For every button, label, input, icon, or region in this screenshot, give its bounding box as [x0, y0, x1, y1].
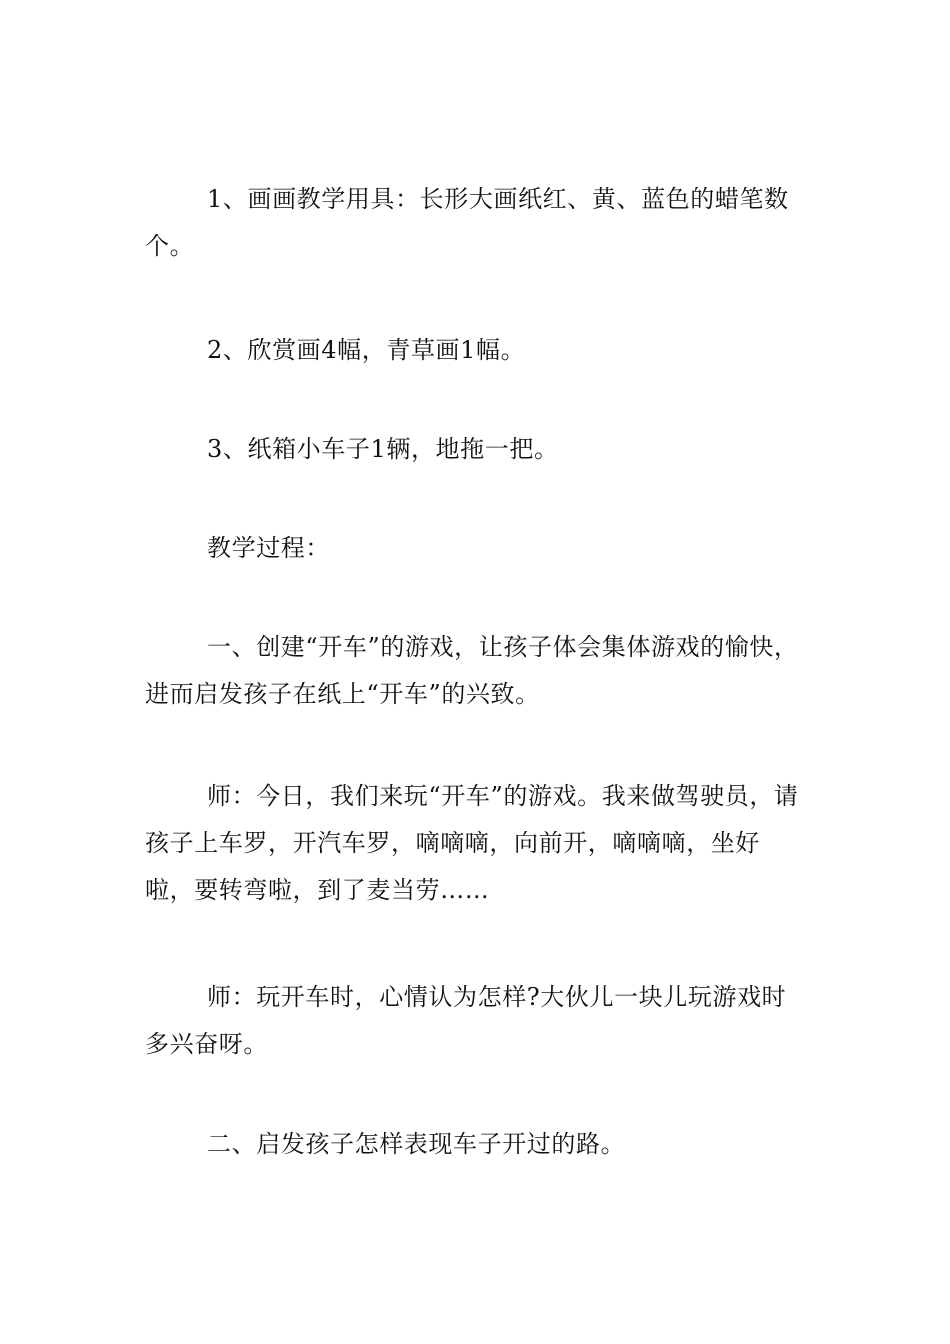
section-heading-teaching-process: 教学过程：: [207, 534, 330, 562]
paragraph-step-one: 一、创建“开车”的游戏，让孩子体会集体游戏的愉快，进而启发孩子在纸上“开车”的兴致。: [145, 633, 799, 708]
paragraph-materials-3: 3、纸箱小车子1辆，地拖一把。: [207, 435, 559, 463]
paragraph-teacher-speech-2: 师：玩开车时，心情认为怎样?大伙儿一块儿玩游戏时多兴奋呀。: [145, 983, 787, 1058]
paragraph-materials-1: 1、画画教学用具：长形大画纸红、黄、蓝色的蜡笔数个。: [145, 185, 789, 260]
paragraph-materials-2: 2、欣赏画4幅，青草画1幅。: [207, 336, 526, 364]
paragraph-step-two: 二、启发孩子怎样表现车子开过的路。: [207, 1130, 626, 1158]
paragraph-teacher-speech-1: 师：今日，我们来玩“开车”的游戏。我来做驾驶员，请孩子上车罗，开汽车罗，嘀嘀嘀，向前开，嘀嘀嘀，坐好啦，要转弯啦，到了麦当劳……: [145, 782, 799, 904]
